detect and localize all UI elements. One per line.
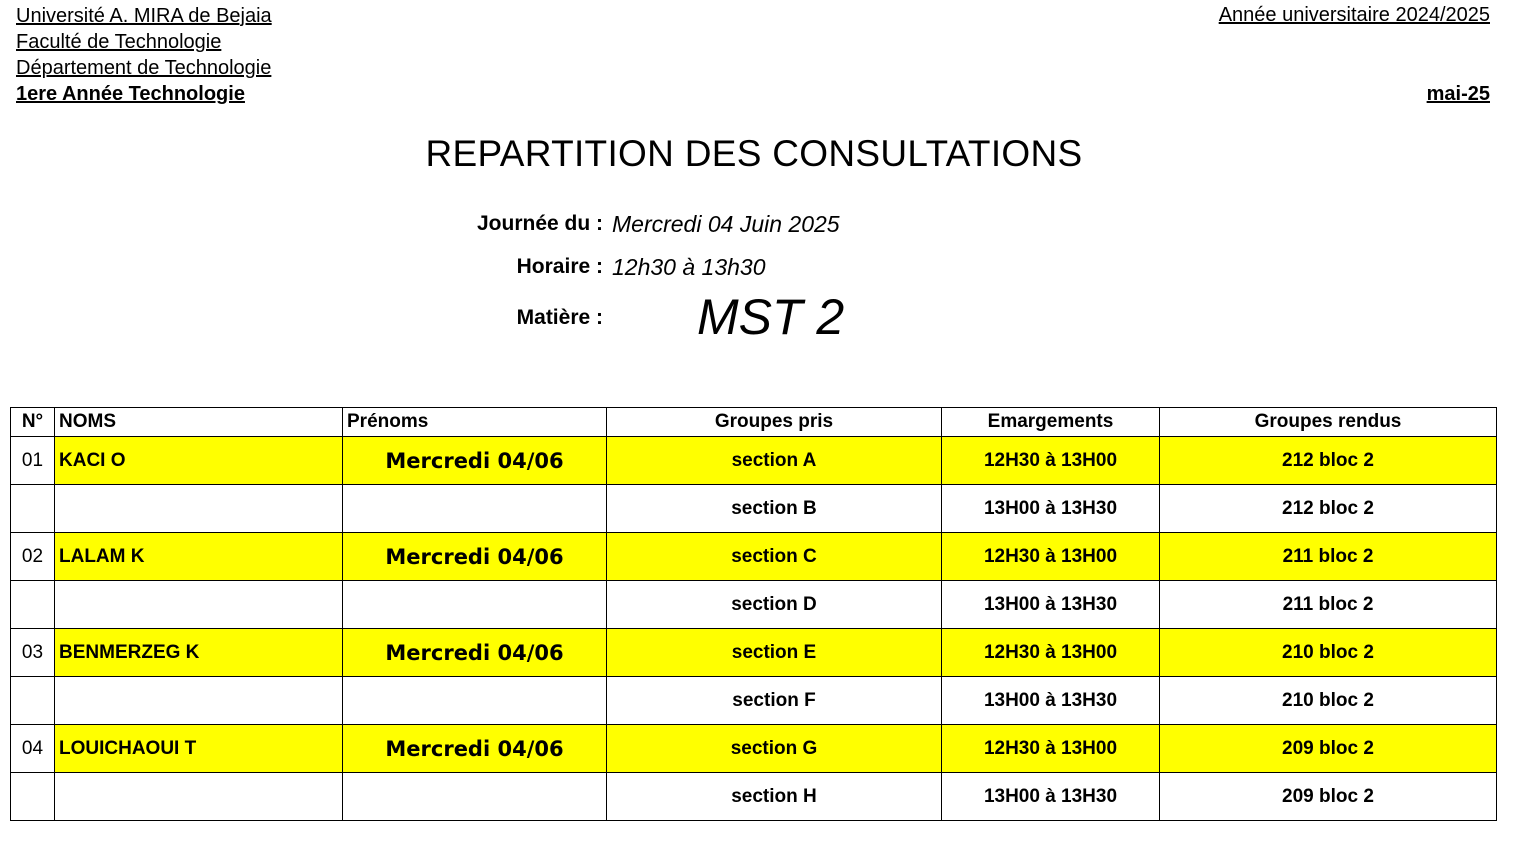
cell-emargement: 12H30 à 13H00	[942, 629, 1160, 677]
subject-label: Matière :	[516, 306, 603, 329]
col-header-prenoms: Prénoms	[343, 408, 607, 437]
cell-groupe: section D	[607, 581, 942, 629]
cell-groupe: section C	[607, 533, 942, 581]
cell-prenom	[343, 773, 607, 821]
day-value: Mercredi 04 Juin 2025	[612, 211, 840, 237]
cell-nom	[55, 485, 343, 533]
page-title-text: REPARTITION DES CONSULTATIONS	[425, 133, 1083, 174]
subject-value: MST 2	[697, 289, 845, 345]
cell-prenom	[343, 485, 607, 533]
day-label: Journée du :	[476, 212, 603, 235]
cell-num	[11, 773, 55, 821]
cell-emargement: 13H00 à 13H30	[942, 581, 1160, 629]
table-row	[11, 437, 1497, 485]
col-header-emargements: Emargements	[942, 408, 1160, 437]
faculty-name: Faculté de Technologie	[16, 31, 222, 53]
cell-emargement: 13H00 à 13H30	[942, 773, 1160, 821]
cell-num: 01	[11, 437, 55, 485]
cell-num	[11, 581, 55, 629]
cell-groupe: section F	[607, 677, 942, 725]
cell-prenom	[343, 581, 607, 629]
cell-num: 04	[11, 725, 55, 773]
col-header-groupes-pris: Groupes pris	[607, 408, 942, 437]
cell-num	[11, 677, 55, 725]
cell-rendu: 209 bloc 2	[1160, 725, 1497, 773]
level-name: 1ere Année Technologie	[16, 83, 245, 105]
cell-prenom: Mercredi 04/06	[343, 437, 607, 485]
time-label: Horaire :	[516, 255, 603, 278]
table-row	[11, 581, 1497, 629]
university-name: Université A. MIRA de Bejaia	[16, 5, 272, 27]
col-header-groupes-rendus: Groupes rendus	[1160, 408, 1497, 437]
col-header-noms: NOMS	[55, 408, 343, 437]
cell-rendu: 212 bloc 2	[1160, 437, 1497, 485]
cell-nom	[55, 581, 343, 629]
department-name: Département de Technologie	[16, 57, 272, 79]
cell-num: 02	[11, 533, 55, 581]
cell-nom: BENMERZEG K	[55, 629, 343, 677]
table-row	[11, 629, 1497, 677]
cell-emargement: 12H30 à 13H00	[942, 437, 1160, 485]
table-row	[11, 773, 1497, 821]
cell-nom: LALAM K	[55, 533, 343, 581]
col-header-num: N°	[11, 408, 55, 437]
cell-groupe: section H	[607, 773, 942, 821]
cell-prenom: Mercredi 04/06	[343, 629, 607, 677]
cell-groupe: section E	[607, 629, 942, 677]
table-row	[11, 533, 1497, 581]
cell-groupe: section B	[607, 485, 942, 533]
cell-prenom: Mercredi 04/06	[343, 725, 607, 773]
table-row	[11, 725, 1497, 773]
cell-num: 03	[11, 629, 55, 677]
cell-emargement: 13H00 à 13H30	[942, 677, 1160, 725]
cell-rendu: 212 bloc 2	[1160, 485, 1497, 533]
cell-nom: KACI O	[55, 437, 343, 485]
cell-rendu: 210 bloc 2	[1160, 629, 1497, 677]
cell-rendu: 210 bloc 2	[1160, 677, 1497, 725]
table-row	[11, 677, 1497, 725]
cell-emargement: 12H30 à 13H00	[942, 725, 1160, 773]
document-date: mai-25	[1426, 83, 1490, 105]
cell-rendu: 211 bloc 2	[1160, 581, 1497, 629]
cell-prenom	[343, 677, 607, 725]
cell-num	[11, 485, 55, 533]
cell-emargement: 13H00 à 13H30	[942, 485, 1160, 533]
table-row	[11, 485, 1497, 533]
time-value: 12h30 à 13h30	[612, 254, 766, 280]
page-title	[0, 132, 1514, 176]
cell-groupe: section A	[607, 437, 942, 485]
cell-emargement: 12H30 à 13H00	[942, 533, 1160, 581]
cell-rendu: 209 bloc 2	[1160, 773, 1497, 821]
cell-nom	[55, 773, 343, 821]
cell-prenom: Mercredi 04/06	[343, 533, 607, 581]
academic-year: Année universitaire 2024/2025	[1218, 4, 1490, 26]
table-header-row	[11, 408, 1497, 437]
cell-rendu: 211 bloc 2	[1160, 533, 1497, 581]
cell-nom	[55, 677, 343, 725]
consultation-table	[10, 407, 1497, 821]
cell-nom: LOUICHAOUI T	[55, 725, 343, 773]
cell-groupe: section G	[607, 725, 942, 773]
